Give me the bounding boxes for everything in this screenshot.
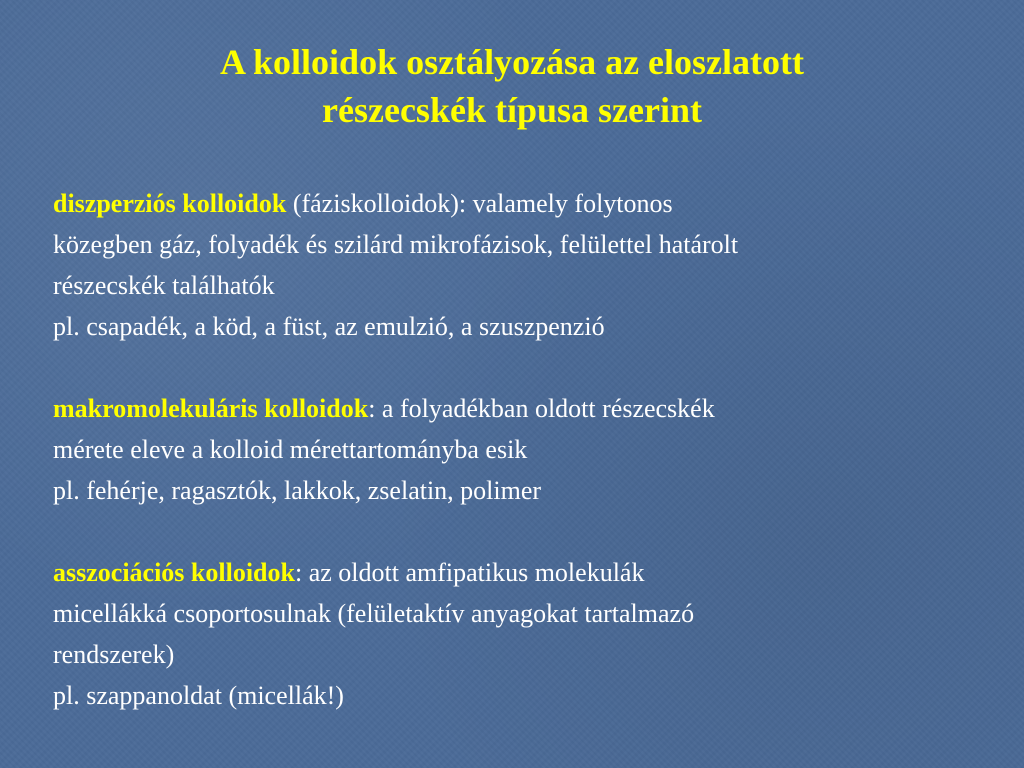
- section-macromolecular-colloids: [53, 388, 983, 511]
- slide-body: [53, 183, 983, 716]
- section-1-line-3: részecskék találhatók: [53, 271, 275, 300]
- section-dispersion-colloids: [53, 183, 983, 347]
- term-macromolecular-colloids: makromolekuláris kolloidok: [53, 394, 369, 423]
- section-3-line-3: rendszerek): [53, 640, 175, 669]
- section-1-line-1: [53, 183, 983, 224]
- section-3-line-1: [53, 552, 983, 593]
- section-3-definition-start: : az oldott amfipatikus molekulák: [294, 558, 645, 587]
- section-spacer: [53, 347, 983, 388]
- section-1-example: pl. csapadék, a köd, a füst, az emulzió, a szuszpenzió: [53, 312, 605, 341]
- slide-title: [40, 38, 984, 134]
- section-1-definition-start: (fáziskolloidok): valamely folytonos: [286, 189, 673, 218]
- section-3-example: pl. szappanoldat (micellák!): [53, 681, 344, 710]
- section-2-definition-start: : a folyadékban oldott részecskék: [368, 394, 715, 423]
- section-2-line-2: mérete eleve a kolloid mérettartományba esik: [53, 435, 528, 464]
- section-spacer: [53, 511, 983, 552]
- slide-title-line-2: részecskék típusa szerint: [322, 90, 702, 130]
- section-3-line-2: micellákká csoportosulnak (felületaktív anyagokat tartalmazó: [53, 599, 695, 628]
- term-dispersion-colloids: diszperziós kolloidok: [53, 189, 287, 218]
- slide-title-line-1: A kolloidok osztályozása az eloszlatott: [220, 42, 804, 82]
- section-association-colloids: [53, 552, 983, 716]
- section-1-line-2: közegben gáz, folyadék és szilárd mikrofázisok, felülettel határolt: [53, 230, 739, 259]
- section-2-example: pl. fehérje, ragasztók, lakkok, zselatin, polimer: [53, 476, 542, 505]
- section-2-line-1: [53, 388, 983, 429]
- term-association-colloids: asszociációs kolloidok: [53, 558, 295, 587]
